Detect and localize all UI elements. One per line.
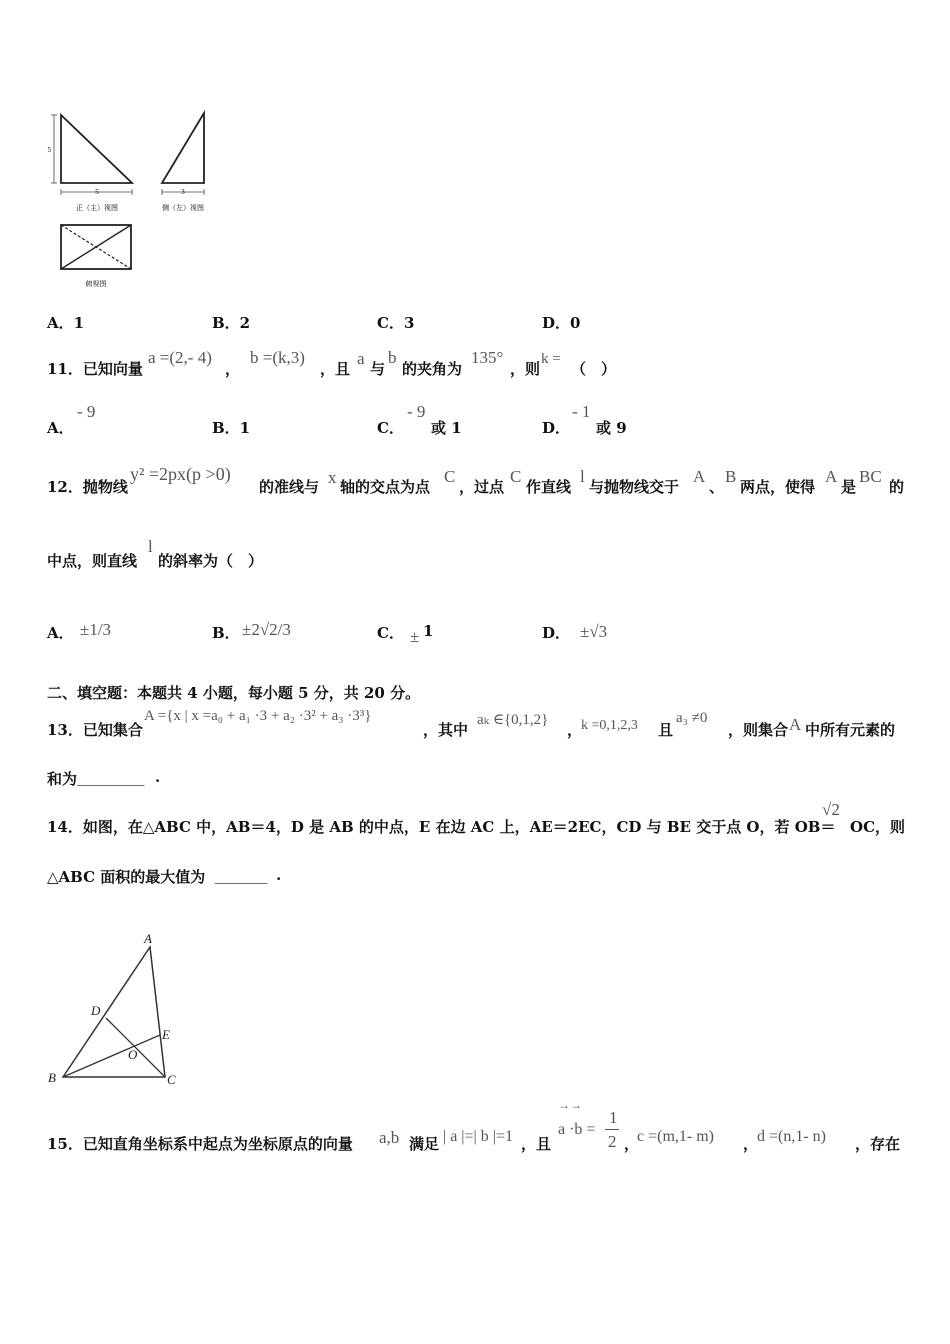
q10-option-a[interactable]: A．1 [47,314,85,332]
q11-k: k = [541,351,561,367]
q12-t4: 作直线 [526,478,572,496]
side-view-label: 侧（左）视图 [162,204,204,212]
label-O: O [128,1047,138,1062]
q12-equation: y² =2px(p >0) [130,464,231,484]
q12-x: x [328,468,337,487]
q12-C2: C [510,467,522,486]
q12-l1: l [580,467,585,486]
q11-option-d[interactable]: D． - 1 或 9 [542,402,627,437]
q11-vec-b: b =(k,3) [250,348,305,367]
q14-stem-line1: 14．如图，在△ABC 中，AB＝4，D 是 AB 的中点，E 在边 AC 上，AE＝2EC，CD 与 BE 交于点 O，若 OB＝ √2 OC，则 [47,800,906,836]
q12-BC: BC [859,467,882,486]
q11-option-a[interactable]: A． - 9 [47,402,96,437]
q15-frac-bar [605,1129,619,1130]
q12-t5: 与抛物线交于 [589,478,680,496]
q12-t2: 轴的交点为点 [340,478,431,496]
q11-text3: 与 [370,360,386,378]
label-D: D [91,1003,101,1018]
q13-k: k =0,1,2,3 [581,718,638,733]
q12-A1: A [693,467,706,486]
front-view-label: 正（主）视图 [76,204,118,212]
q11-a: a [357,349,365,368]
q11-paren: （ ） [571,360,617,378]
side-width-label: 3 [181,188,185,196]
q11-angle: 135° [471,348,504,367]
q12-option-c-value: 1 [423,622,434,640]
q10-option-b[interactable]: B．2 [212,314,251,332]
q15-c: c =(m,1- m) [637,1128,714,1145]
label-E: E [162,1027,170,1042]
q15-frac-num: 1 [609,1108,618,1127]
side-view-triangle [162,113,204,183]
section2-heading: 二、填空题：本题共 4 小题，每小题 5 分，共 20 分。 [47,684,421,702]
q14-answer-blank[interactable]: _______ [215,866,268,884]
q11-comma: ， [225,360,241,378]
q14-sqrt2: √2 [822,800,840,819]
q11-b: b [388,348,397,367]
front-width-label: 5 [95,188,99,196]
label-B: B [48,1070,56,1085]
q10-option-c[interactable]: C．3 [377,314,415,332]
q12-t8: 是 [841,478,857,496]
q12-option-a-value: ±1/3 [80,620,112,639]
three-view-figure [40,105,230,295]
q12-B1: B [725,467,737,486]
q12-l2: l [148,537,153,556]
q12-number: 12．抛物线 [47,478,128,496]
q13-set: A ={x | x =a₀ + a₁ ·3 + a₂ ·3² + a₃ ·3³} [144,708,372,724]
q12-t3: ，过点 [459,478,505,496]
q12-option-b-value: ±2√2/3 [242,620,291,639]
q11-option-c-value: - 9 [407,402,426,421]
q11-number: 11．已知向量 [47,360,143,378]
label-C: C [167,1072,176,1087]
q13-answer-blank[interactable]: _________ [77,768,145,786]
q11-option-d-value: - 1 [572,402,591,421]
triangle-abc [63,947,165,1077]
q12-option-a[interactable]: A． ±1/3 [47,620,112,642]
q12-t7: 两点，使得 [740,478,816,496]
q12-t1: 的准线与 [259,478,320,496]
q14-triangle-figure [40,925,200,1095]
q15-frac-den: 2 [608,1132,617,1151]
q13-stem-line1: 13．已知集合 A ={x | x =a₀ + a₁ ·3 + a₂ ·3² + a₃ ·3³} ，其中 aₖ ∈{0,1,2} ， k =0,1,2,3 且 a₃ ≠0 ，则集合 A 中所有元素的 [47,708,896,739]
q12-option-d[interactable]: D． ±√3 [542,622,608,642]
q11-option-a-value: - 9 [77,402,96,421]
front-view-triangle [61,115,132,183]
q11-option-b[interactable]: B．1 [212,419,251,437]
q11-option-c[interactable]: C． - 9 或 1 [377,402,462,437]
q15-stem-line1: 15．已知直角坐标系中起点为坐标原点的向量 a,b 满足 | a |=| b |=1 ，且 →→ a ·b = 1 2 ， c =(m,1- m) ， d =(n,1- n) ，存在 [47,1098,901,1153]
q12-option-b[interactable]: B． ±2√2/3 [212,620,291,642]
q12-option-d-value: ±√3 [580,622,608,641]
q11-text5: ，则 [510,360,541,378]
q12-t9: 的 [889,478,905,496]
q12-t6: 、 [709,478,725,496]
q13-A: A [789,715,802,734]
q15-dot: a ·b = [558,1121,596,1138]
q15-ab: a,b [379,1128,400,1147]
q13-stem-line2: 和为 _________ . [47,768,161,788]
q15-modulus: | a |=| b |=1 [443,1128,513,1145]
q11-vec-a: a =(2,- 4) [148,348,212,367]
top-view-label: 俯视图 [85,280,107,288]
q13-ak: aₖ ∈{0,1,2} [477,712,549,728]
q10-option-d[interactable]: D．0 [542,314,581,332]
q12-option-c[interactable]: C． ± 1 [377,622,434,646]
front-height-label: 5 [47,146,51,154]
label-A: A [144,931,152,946]
q14-stem-line2: △ABC 面积的最大值为 _______ . [47,866,282,886]
q15-d: d =(n,1- n) [757,1128,827,1145]
q12-A2: A [825,467,838,486]
q11-text4: 的夹角为 [402,360,463,378]
q13-a3: a₃ ≠0 [676,710,708,726]
q11-text2: ，且 [320,360,351,378]
q12-stem-line2: 中点，则直线 l 的斜率为（ ） [47,537,264,570]
q12-stem-line1 [47,462,917,496]
q15-arrows: →→ [558,1098,582,1112]
q12-C1: C [444,467,456,486]
